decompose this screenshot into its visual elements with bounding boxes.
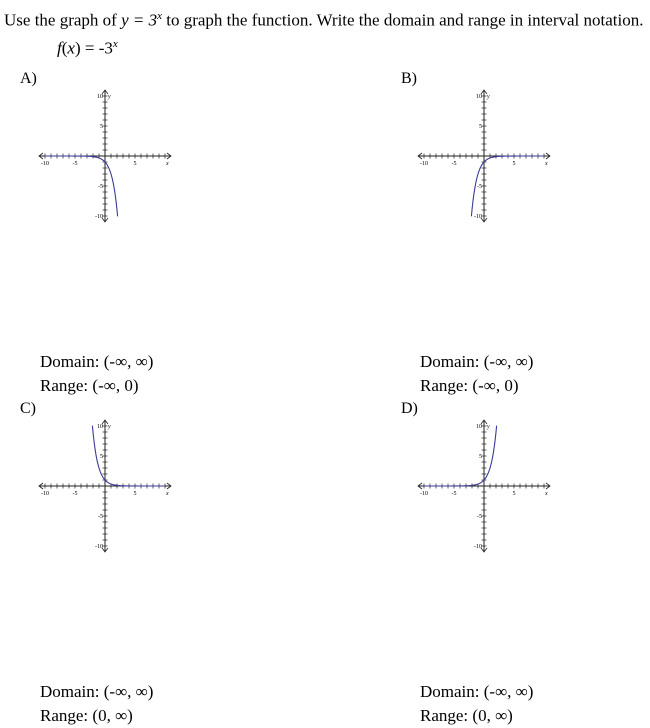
y-tick-label: -10 [474,544,482,550]
y-tick-label: 10 [97,94,103,100]
base-equation: y = 3 [121,10,158,30]
x-tick-label: -5 [451,491,457,497]
y-tick-label: 5 [100,124,103,130]
question-suffix: to graph the function. Write the domain and range in interval notation. [162,10,644,30]
x-tick-label: -10 [41,161,49,167]
question-text [4,10,643,31]
option-d-domain: Domain: (-∞, ∞) [420,682,534,701]
x-tick-label: 5 [512,491,516,497]
graph-a [35,86,175,226]
option-a-answer [40,350,153,398]
y-axis-label: y [108,424,111,430]
y-tick-label: -5 [477,514,482,520]
question-prefix: Use the graph of [4,10,122,30]
y-tick-label: 5 [479,454,482,460]
x-axis-label: x [545,491,548,497]
option-c-label[interactable]: C) [20,400,36,417]
x-tick-label: 5 [512,161,516,167]
base-exponent: x [157,10,162,22]
x-tick-label: -5 [72,161,78,167]
option-b-domain: Domain: (-∞, ∞) [420,352,534,371]
y-tick-label: -10 [95,214,103,220]
y-tick-label: -5 [477,184,482,190]
y-tick-label: -5 [98,184,103,190]
option-b-label[interactable]: B) [401,70,417,87]
y-axis-label: y [487,424,490,430]
x-axis-label: x [166,161,169,167]
option-c-domain: Domain: (-∞, ∞) [40,682,154,701]
x-tick-label: 5 [133,491,137,497]
option-a-label[interactable]: A) [20,70,37,87]
y-tick-label: 5 [479,124,482,130]
function-exponent: x [112,38,118,50]
function-variable: x [67,38,75,58]
x-tick-label: -10 [420,161,428,167]
option-b-range: Range: (-∞, 0) [420,376,519,395]
function-name: f [57,38,62,58]
option-c-answer [40,680,153,728]
y-axis-label: y [108,94,111,100]
x-axis-label: x [545,161,548,167]
y-tick-label: 10 [476,94,482,100]
graph-c [35,416,175,556]
x-tick-label: 5 [133,161,137,167]
x-tick-label: -10 [41,491,49,497]
graph-b [414,86,554,226]
function-definition: $f(x) = -3^x$ [57,38,118,58]
option-a-range: Range: (-∞, 0) [40,376,139,395]
y-tick-label: 5 [100,454,103,460]
y-tick-label: -5 [98,514,103,520]
x-tick-label: -5 [451,161,457,167]
function-rhs: = -3 [80,38,113,58]
option-a-domain: Domain: (-∞, ∞) [40,352,154,371]
y-tick-label: -10 [474,214,482,220]
x-tick-label: -5 [72,491,78,497]
option-d-range: Range: (0, ∞) [420,706,513,725]
graph-d [414,416,554,556]
option-b-answer [420,350,533,398]
x-tick-label: -10 [420,491,428,497]
option-c-range: Range: (0, ∞) [40,706,133,725]
y-tick-label: 10 [476,424,482,430]
x-axis-label: x [166,491,169,497]
y-tick-label: 10 [97,424,103,430]
option-d-label[interactable]: D) [401,400,418,417]
y-axis-label: y [487,94,490,100]
y-tick-label: -10 [95,544,103,550]
option-d-answer [420,680,533,728]
